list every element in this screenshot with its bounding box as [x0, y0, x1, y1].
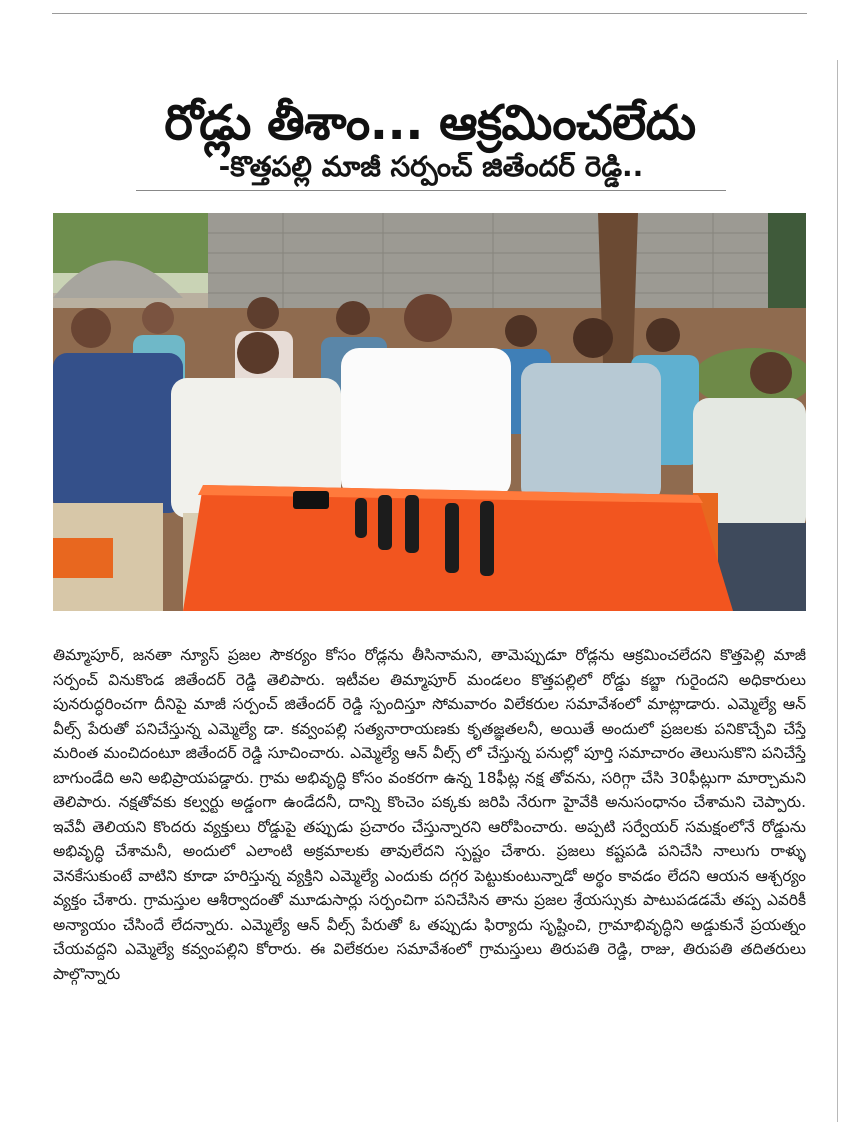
- chair-left: [53, 538, 113, 578]
- subheadline: -కొత్తపల్లి మాజీ సర్పంచ్ జితేందర్ రెడ్డి..: [218, 150, 644, 183]
- subheadline-underline: [136, 190, 726, 191]
- top-rule: [52, 13, 807, 14]
- phone: [293, 491, 329, 509]
- press-meet-photo: [53, 213, 806, 611]
- column-divider: [837, 60, 838, 1122]
- photo-illustration: [53, 213, 806, 611]
- article-body: తిమ్మాపూర్, జనతా న్యూస్ ప్రజల సౌకర్యం కోసం రోడ్లను తీసినామని, తామెప్పుడూ రోడ్లను ఆక్రమించలేదని కొత్తపెల్లి మాజీ సర్పంచ్ వినుకొండ జితేందర్ రెడ్డి తెలిపారు. ఇటీవల తిమ్మాపూర్ మండలం కొత్తపల్లిలో రోడ్డు కబ్జా గురైందని అధికారులు పునరుద్ధరించగా దీనిపై మాజీ సర్పంచ్ జితేందర్ రెడ్డి స్పందిస్తూ సోమవారం విలేకరుల సమావేశంలో మాట్లాడారు. ఎమ్మెల్యే ఆన్ వీల్స్ పేరుతో పనిచేస్తున్న ఎమ్మెల్యే డా. కవ్వంపల్లి సత్యనారాయణకు కృతజ్ఞతలనీ, అయితే అందులో ప్రజలకు పనికొచ్చేవి చేస్తే మరింత మంచిదంటూ జితేందర్ రెడ్డి సూచించారు. ఎమ్మెల్యే ఆన్ వీల్స్ లో చేస్తున్న పనుల్లో పూర్తి సమాచారం తెలుసుకొని పనిచేస్తే బాగుండేది అని అభిప్రాయపడ్డారు. గ్రామ అభివృద్ధి కోసం వంకరగా ఉన్న 18ఫీట్ల నక్ష తోవను, సరిగ్గా చేసి 30ఫీట్లుగా మార్చామని తెలిపారు. నక్షతోవకు కల్వర్టు అడ్డంగా ఉండేదనీ, దాన్ని కొంచెం పక్కకు జరిపి నేరుగా హైవేకి అనుసంధానం చేశామని చెప్పారు. ఇవేవీ తెలియని కొందరు వ్యక్తులు రోడ్డుపై తప్పుడు ప్రచారం చేస్తున్నారని ఆరోపించారు. అప్పటి సర్వేయర్ సమక్షంలోనే రోడ్డును అభివృద్ధి చేశామనీ, అందులో ఎలాంటి అక్రమాలకు తావులేదని స్పష్టం చేశారు. ప్రజలు కష్టపడి పనిచేసి నాలుగు రాళ్ళు వెనకేసుకుంటే వాటిని కూడా హరిస్తున్న వ్యక్తిని ఎమ్మెల్యే ఎందుకు దగ్గర పెట్టుకుంటున్నాడో అర్థం కావడం లేదని ఆయన ఆశ్చర్యం వ్యక్తం చేశారు. గ్రామస్తుల ఆశీర్వాదంతో మూడుసార్లు సర్పంచిగా పనిచేసిన తాను ప్రజల శ్రేయస్సుకు పాటుపడడమే తప్ప ఎవరికీ అన్యాయం చేసిందే లేదన్నారు. ఎమ్మెల్యే ఆన్ వీల్స్ పేరుతో ఓ తప్పుడు ఫిర్యాదు సృష్టించి, గ్రామాభివృద్ధిని అడ్డుకునే ప్రయత్నం చేయవద్దని ఎమ్మెల్యే కవ్వంపల్లిని కోరారు. ఈ విలేకరుల సమావేశంలో గ్రామస్తులు తిరుపతి రెడ్డి, రాజు, తిరుపతి తదితరులు పాల్గొన్నారు: [53, 646, 806, 983]
- headline: రోడ్లు తీశాం... ఆక్రమించలేదు: [164, 95, 696, 152]
- gate: [768, 213, 806, 318]
- compound-wall: [208, 213, 768, 318]
